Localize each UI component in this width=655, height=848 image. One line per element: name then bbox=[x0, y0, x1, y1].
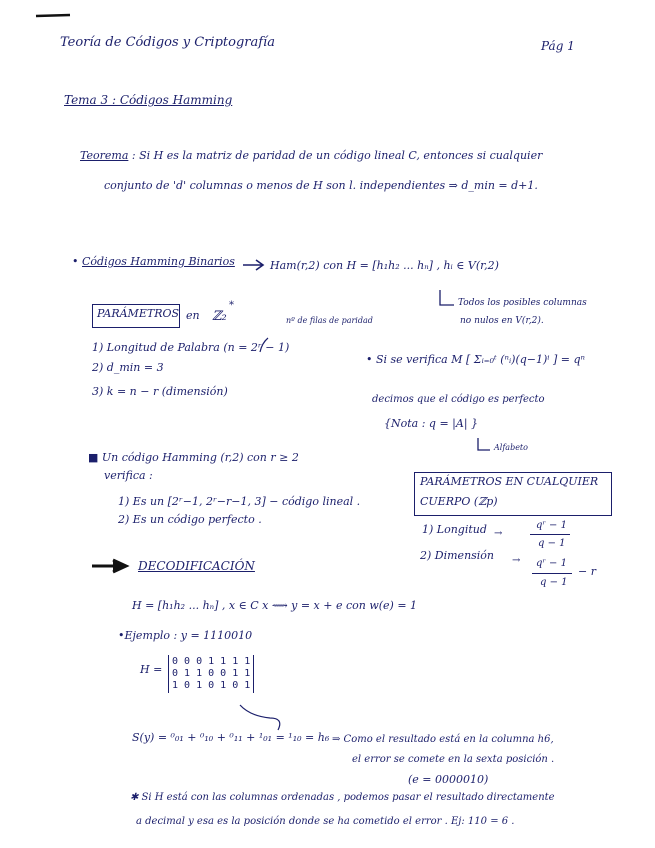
dimension-label: 2) Dimensión bbox=[420, 549, 495, 562]
params-box-label: PARÁMETROS bbox=[97, 307, 180, 320]
dimension-tail: − r bbox=[578, 565, 596, 578]
footnote-line-2: a decimal y esa es la posición donde se ha cometido el error . Ej: 110 = 6 . bbox=[136, 816, 515, 827]
decoding-formula: H = [h₁h₂ ... hₙ] , x ∈ C x ⟿ y = x + e con w(e) = 1 bbox=[132, 599, 418, 612]
alphabet-hook-icon bbox=[478, 438, 490, 450]
matrix-row: 0 0 0 1 1 1 1 bbox=[172, 656, 251, 667]
columns-note-line-2: no nulos en V(r,2). bbox=[460, 316, 544, 326]
page-number: Pág 1 bbox=[541, 39, 575, 53]
length-arrow-icon: → bbox=[494, 528, 503, 539]
syndrome-line: S(y) = ⁰₀₁ + ⁰₁₀ + ⁰₁₁ + ¹₀₁ = ¹₁₀ = h₆ bbox=[132, 731, 330, 744]
length-denominator: q − 1 bbox=[538, 538, 566, 549]
length-label: 1) Longitud bbox=[422, 523, 487, 536]
theorem-line-2: conjunto de 'd' columnas o menos de H son l. independientes ⇒ d_min = d+1. bbox=[104, 179, 538, 192]
ham-code-item-1: 1) Es un [2ʳ−1, 2ʳ−r−1, 3] − código lineal . bbox=[118, 495, 361, 508]
topic-heading: Tema 3 : Códigos Hamming bbox=[64, 93, 233, 107]
decoding-heading: DECODIFICACIÓN bbox=[138, 559, 255, 573]
annotation-rows: nº de filas de paridad bbox=[286, 316, 373, 325]
parity-matrix bbox=[168, 655, 254, 693]
length-fraction-bar bbox=[530, 534, 570, 535]
alphabet-label: Alfabeto bbox=[494, 443, 528, 452]
corner-dash-mark bbox=[36, 15, 70, 16]
params-any-line-1: PARÁMETROS EN CUALQUIER bbox=[420, 475, 599, 488]
length-numerator: qʳ − 1 bbox=[536, 520, 567, 531]
params-en: en bbox=[186, 309, 200, 322]
theorem-label: Teorema bbox=[80, 149, 129, 162]
theorem-line-1: Si H es la matriz de paridad de un código lineal C, entonces si cualquier bbox=[139, 149, 543, 162]
conclusion-line-2: el error se comete en la sexta posición . bbox=[352, 754, 555, 765]
column-pointer-icon bbox=[240, 705, 280, 730]
param-item-3: 3) k = n − r (dimensión) bbox=[92, 385, 228, 398]
binary-heading: Códigos Hamming Binarios bbox=[82, 255, 235, 268]
right-arrow-icon bbox=[243, 260, 263, 270]
example-line: •Ejemplo : y = 1110010 bbox=[118, 629, 253, 642]
ham-code-line-2: verifica : bbox=[104, 469, 153, 482]
error-vector: (e = 0000010) bbox=[408, 773, 489, 786]
conclusion-line-1: ⇒ Como el resultado está en la columna h6, bbox=[332, 734, 554, 745]
param-item-2: 2) d_min = 3 bbox=[92, 361, 164, 374]
ham-code-line-1: ■ Un código Hamming (r,2) con r ≥ 2 bbox=[88, 451, 299, 464]
matrix-row: 0 1 1 0 0 1 1 bbox=[172, 668, 251, 679]
matrix-label: H = bbox=[140, 663, 163, 676]
alphabet-note: {Nota : q = |A| } bbox=[384, 417, 479, 430]
columns-note-line-1: Todos los posibles columnas bbox=[458, 298, 587, 308]
param-item-1: 1) Longitud de Palabra (n = 2ʳ − 1) bbox=[92, 341, 290, 354]
matrix-row: 1 0 1 0 1 0 1 bbox=[172, 680, 251, 691]
document-title: Teoría de Códigos y Criptografía bbox=[60, 35, 275, 50]
params-field: ℤ₂ bbox=[212, 309, 227, 324]
perfect-conclusion: decimos que el código es perfecto bbox=[372, 394, 545, 405]
footnote-line-1: ✱ Si H está con las columnas ordenadas , podemos pasar el resultado directamente bbox=[130, 792, 555, 803]
theorem-block: Teorema : Si H es la matriz de paridad de un código lineal C, entonces si cualquier bbox=[80, 149, 543, 162]
bold-arrow-icon bbox=[92, 560, 126, 572]
hook-arrow-icon bbox=[440, 290, 454, 305]
ham-code-item-2: 2) Es un código perfecto . bbox=[118, 513, 262, 526]
dimension-denominator: q − 1 bbox=[540, 577, 568, 588]
dimension-fraction-bar bbox=[532, 573, 572, 574]
perfect-condition: • Si se verifica M [ Σᵢ₌₀ᵗ (ⁿᵢ)(q−1)ⁱ ] = qⁿ bbox=[366, 353, 586, 366]
dimension-arrow-icon: → bbox=[512, 555, 521, 566]
binary-heading-row: • Códigos Hamming Binarios bbox=[72, 255, 235, 268]
star-icon: * bbox=[229, 300, 234, 311]
dimension-numerator: qʳ − 1 bbox=[536, 558, 567, 569]
hamming-formula: Ham(r,2) con H = [h₁h₂ ... hₙ] , hᵢ ∈ V(r,2) bbox=[270, 259, 499, 272]
params-any-line-2: CUERPO (ℤp) bbox=[420, 495, 498, 508]
